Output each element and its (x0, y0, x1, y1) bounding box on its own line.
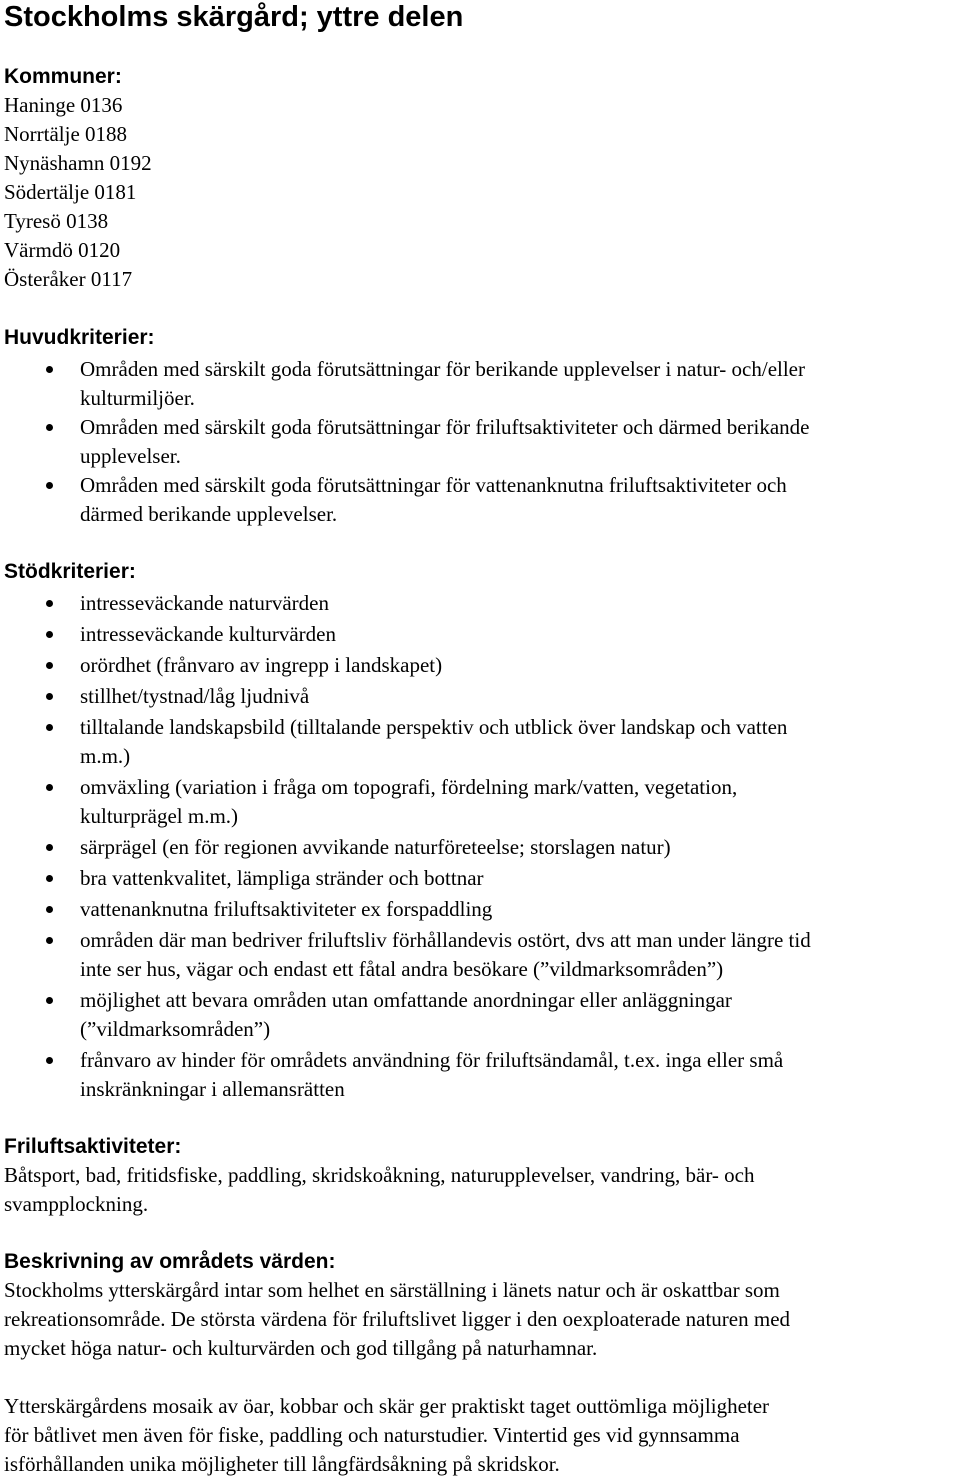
kommun-item: Värmdö 0120 (4, 238, 121, 262)
paragraph (4, 1392, 954, 1479)
list-item-text: inskränkningar i allemansrätten (80, 1077, 345, 1101)
stodkriterier-list (4, 589, 954, 1104)
list-item (4, 471, 954, 529)
list-item-text: orördhet (frånvaro av ingrepp i landskapet) (80, 653, 443, 677)
paragraph-line: Ytterskärgårdens mosaik av öar, kobbar och skär ger praktiskt taget outtömliga möjligheter (4, 1394, 770, 1418)
list-item-text: intresseväckande kulturvärden (80, 622, 336, 646)
list-item (4, 355, 954, 413)
list-item-text: Områden med särskilt goda förutsättningar för vattenanknutna friluftsaktiviteter och (80, 473, 787, 497)
section-heading-kommuner: Kommuner: (4, 65, 122, 88)
list-item (4, 895, 954, 924)
section-heading-stodkriterier: Stödkriterier: (4, 560, 136, 583)
list-item-text: intresseväckande naturvärden (80, 591, 329, 615)
list-item (4, 773, 954, 831)
paragraph (4, 1276, 954, 1363)
list-item-text: därmed berikande upplevelser. (80, 502, 338, 526)
kommun-item: Tyresö 0138 (4, 209, 109, 233)
list-item (4, 713, 954, 771)
paragraph-line: för båtlivet men även för fiske, paddling och naturstudier. Vintertid ges vid gynnsamma (4, 1423, 740, 1447)
huvudkriterier-list (4, 355, 954, 529)
section-beskrivning (4, 1247, 954, 1479)
list-item (4, 651, 954, 680)
kommun-item: Norrtälje 0188 (4, 122, 128, 146)
page-title: Stockholms skärgård; yttre delen (4, 1, 464, 33)
list-item-text: bra vattenkvalitet, lämpliga stränder och bottnar (80, 866, 484, 890)
list-item-text: upplevelser. (80, 444, 181, 468)
section-heading-friluftsaktiviteter: Friluftsaktiviteter: (4, 1135, 182, 1158)
section-huvudkriterier (4, 323, 954, 529)
list-item-text: särprägel (en för regionen avvikande naturföreteelse; storslagen natur) (80, 835, 671, 859)
list-item-text: frånvaro av hinder för områdets användning för friluftsändamål, t.ex. inga eller små (80, 1048, 784, 1072)
document-page (4, 0, 954, 1479)
list-item-text: Områden med särskilt goda förutsättningar för friluftsaktiviteter och därmed berikande (80, 415, 810, 439)
kommun-item: Södertälje 0181 (4, 180, 137, 204)
paragraph-line: svampplockning. (4, 1192, 149, 1216)
list-item-text: stillhet/tystnad/låg ljudnivå (80, 684, 310, 708)
section-heading-huvudkriterier: Huvudkriterier: (4, 326, 155, 349)
paragraph-line: rekreationsområde. De största värdena för friluftslivet ligger i den oexploaterade naturen med (4, 1307, 791, 1331)
list-item (4, 926, 954, 984)
section-heading-beskrivning: Beskrivning av områdets värden: (4, 1250, 336, 1273)
kommun-item: Haninge 0136 (4, 93, 123, 117)
section-kommuner (4, 62, 954, 294)
list-item (4, 682, 954, 711)
list-item-text: inte ser hus, vägar och endast ett fåtal andra besökare (”vildmarksområden”) (80, 957, 724, 981)
list-item-text: möjlighet att bevara områden utan omfattande anordningar eller anläggningar (80, 988, 732, 1012)
list-item-text: områden där man bedriver friluftsliv förhållandevis ostört, dvs att man under längre tid (80, 928, 811, 952)
list-item (4, 1046, 954, 1104)
list-item (4, 986, 954, 1044)
paragraph-line: Stockholms ytterskärgård intar som helhet en särställning i länets natur och är oskattbar som (4, 1278, 780, 1302)
list-item-text: kulturprägel m.m.) (80, 804, 239, 828)
section-stodkriterier (4, 557, 954, 1104)
paragraph-line: isförhållanden unika möjligheter till långfärdsåkning på skridskor. (4, 1452, 560, 1476)
list-item (4, 589, 954, 618)
list-item-text: m.m.) (80, 744, 131, 768)
list-item (4, 833, 954, 862)
list-item-text: kulturmiljöer. (80, 386, 195, 410)
list-item (4, 864, 954, 893)
list-item-text: omväxling (variation i fråga om topografi, fördelning mark/vatten, vegetation, (80, 775, 738, 799)
paragraph-line: mycket höga natur- och kulturvärden och god tillgång på naturhamnar. (4, 1336, 598, 1360)
list-item (4, 620, 954, 649)
list-item-text: (”vildmarksområden”) (80, 1017, 271, 1041)
list-item-text: tilltalande landskapsbild (tilltalande perspektiv och utblick över landskap och vatten (80, 715, 788, 739)
list-item-text: Områden med särskilt goda förutsättningar för berikande upplevelser i natur- och/eller (80, 357, 805, 381)
paragraph-line: Båtsport, bad, fritidsfiske, paddling, skridskoåkning, naturupplevelser, vandring, bär- och (4, 1163, 755, 1187)
list-item-text: vattenanknutna friluftsaktiviteter ex forspaddling (80, 897, 493, 921)
section-friluftsaktiviteter (4, 1132, 954, 1219)
kommun-item: Nynäshamn 0192 (4, 151, 152, 175)
kommun-item: Österåker 0117 (4, 267, 133, 291)
list-item (4, 413, 954, 471)
